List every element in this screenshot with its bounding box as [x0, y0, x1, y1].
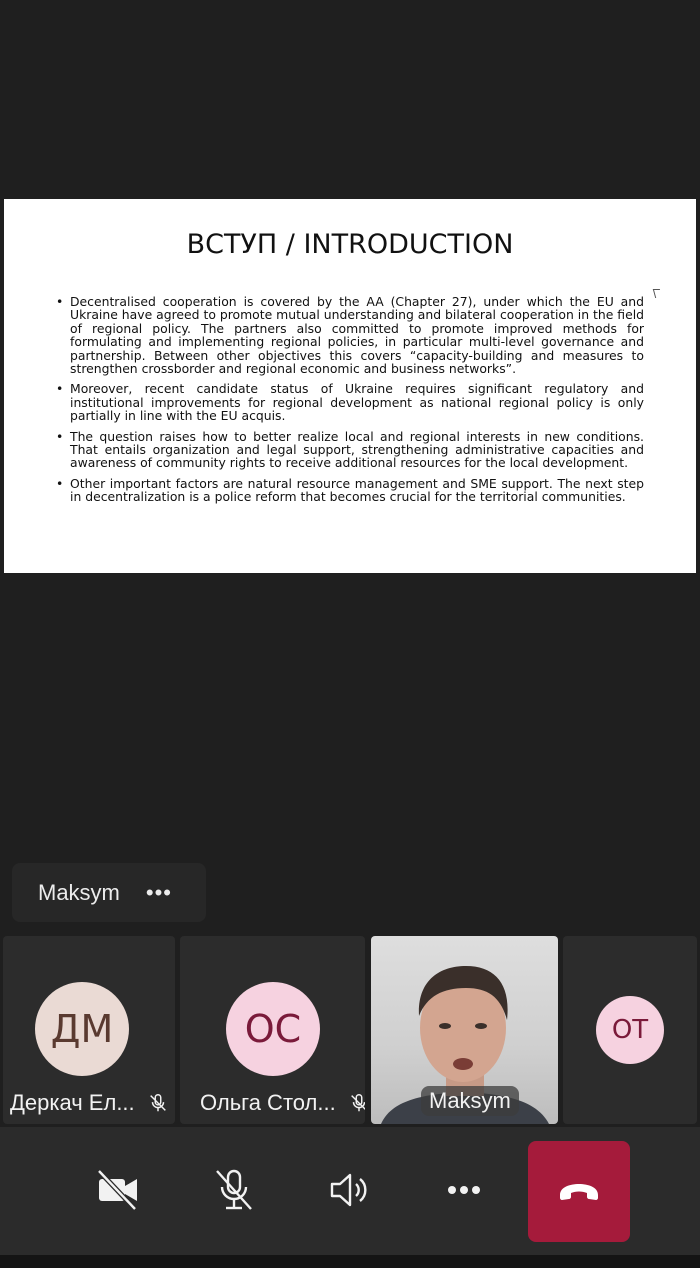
shared-slide[interactable]: [4, 199, 696, 573]
participant-label: [10, 1090, 169, 1116]
participant-tile[interactable]: [3, 936, 175, 1124]
camera-off-icon: [95, 1167, 141, 1213]
avatar: [35, 982, 129, 1076]
system-navigation-strip: [0, 1255, 700, 1268]
slide-title: ВСТУП / INTRODUCTION: [186, 229, 514, 260]
hang-up-icon: [556, 1169, 602, 1215]
avatar: [226, 982, 320, 1076]
microphone-toggle-button[interactable]: [204, 1162, 264, 1218]
mic-muted-icon: [147, 1092, 169, 1114]
avatar-initials: ОС: [244, 1007, 302, 1051]
speaker-icon: [326, 1167, 372, 1213]
more-dots-icon: [441, 1167, 487, 1213]
participant-label: [200, 1090, 365, 1116]
mic-muted-icon: [348, 1092, 365, 1114]
participant-tile[interactable]: [563, 936, 697, 1124]
slide-bullet: • Moreover, recent candidate status of Ukraine requires significant regulatory and institutional improvements for regional development as national regional policy is only partially in line with the EU acquis.: [54, 382, 644, 422]
participant-name: Ольга Стол...: [200, 1090, 336, 1115]
presenter-name: Maksym: [38, 879, 120, 905]
avatar-initials: ДМ: [50, 1007, 114, 1051]
participant-tile[interactable]: [180, 936, 365, 1124]
camera-toggle-button[interactable]: [88, 1162, 148, 1218]
hang-up-button[interactable]: [528, 1141, 630, 1242]
participant-video-tile[interactable]: [371, 936, 558, 1124]
avatar-initials: ОТ: [611, 1015, 649, 1045]
pointer-cursor-icon: [653, 289, 662, 298]
participant-name: Maksym: [421, 1086, 519, 1116]
slide-bullet: • The question raises how to better realize local and regional interests in new conditions. That entails organization and legal support, strengthening administrative capacities and awareness of community rights to receive additional resources for the local development.: [54, 430, 644, 470]
speaker-toggle-button[interactable]: [319, 1162, 379, 1218]
avatar: [596, 996, 664, 1064]
more-options-button[interactable]: [434, 1162, 494, 1218]
slide-bullet: • Decentralised cooperation is covered by the AA (Chapter 27), under which the EU and Ukraine have agreed to promote mutual understanding and bilateral cooperation in the field of regional policy. The partners also committed to promote improved methods for formulating and implementing regional policies, in particular multi-level governance and partnership. Between other objectives this covers “capacity-building and measures to strengthen crossborder and regional economic and business networks”.: [54, 295, 644, 375]
more-options-icon[interactable]: •••: [145, 879, 172, 905]
mic-off-icon: [211, 1167, 257, 1213]
participant-name: Деркач Ел...: [10, 1090, 135, 1115]
slide-bullets: [54, 295, 644, 511]
slide-bullet: • Other important factors are natural resource management and SME support. The next step in decentralization is a police reform that becomes crucial for the territorial communities.: [54, 477, 644, 504]
presenter-pill[interactable]: [12, 863, 206, 922]
